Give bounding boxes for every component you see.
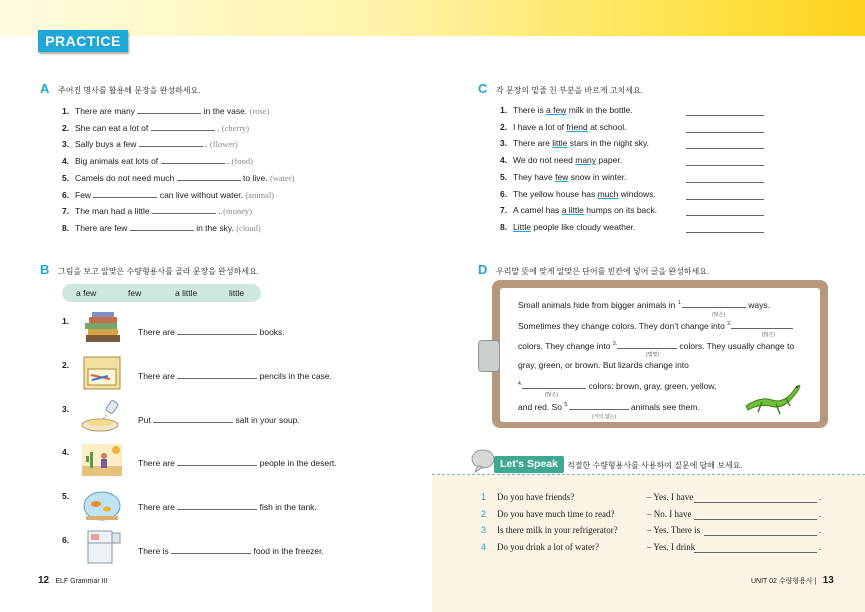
word-box xyxy=(62,284,261,302)
sentence-after: in the vase. xyxy=(203,106,248,116)
unit-title: UNIT 02 수량형용사 | xyxy=(751,578,817,585)
noun-hint: (cloud) xyxy=(236,222,261,233)
sentence-before: They have xyxy=(513,171,553,182)
item-number: 2. xyxy=(62,359,70,370)
noun-hint: (money) xyxy=(223,206,252,217)
noun-hint: (water) xyxy=(269,172,295,183)
answer-blank[interactable] xyxy=(686,107,764,116)
answer-blank[interactable] xyxy=(151,122,215,131)
question-text: Do you drink a lot of water? xyxy=(497,542,599,553)
sentence-before: There are xyxy=(138,502,175,513)
exercise-row xyxy=(138,457,337,471)
item-number: 6. xyxy=(62,535,70,545)
exercise-row xyxy=(500,189,656,203)
exercise-row xyxy=(138,326,285,340)
answer-blank[interactable] xyxy=(694,494,817,503)
section-b-letter: B xyxy=(40,262,50,277)
hint-korean-5: (거의 없는) xyxy=(592,414,617,420)
exercise-row xyxy=(62,122,249,136)
answer-blank[interactable] xyxy=(152,205,216,214)
item-number: 2. xyxy=(62,122,70,133)
question-number: 4 xyxy=(481,542,487,553)
item-number: 6. xyxy=(500,188,508,199)
underlined-target: many xyxy=(575,155,597,166)
passage-line-3: colors. They change into $^{3.}$ colors. They usually change to xyxy=(518,341,795,351)
answer-blank[interactable] xyxy=(686,140,764,149)
sentence-after: at school. xyxy=(590,121,627,132)
answer-blank[interactable] xyxy=(694,511,817,520)
item-number: 3. xyxy=(62,139,70,150)
exercise-row xyxy=(62,155,253,169)
answer-blank[interactable] xyxy=(704,527,817,536)
item-number: 1. xyxy=(62,106,70,116)
question-number: 2 xyxy=(481,508,487,519)
passage-blank-1[interactable] xyxy=(682,299,746,308)
fish-tank-illustration xyxy=(80,486,124,522)
item-number: 5. xyxy=(62,172,70,183)
exercise-row xyxy=(500,155,622,169)
speech-bubble-icon xyxy=(470,447,496,473)
answer-start: – Yes. There is xyxy=(647,525,701,536)
section-d-title: 우리말 뜻에 맞게 알맞은 단어를 빈칸에 넣어 글을 완성하세요. xyxy=(496,267,710,276)
answer-blank[interactable] xyxy=(137,105,201,114)
item-number: 4. xyxy=(62,156,70,167)
sentence-after: people like cloudy weather. xyxy=(533,221,636,232)
answer-blank[interactable] xyxy=(171,545,251,554)
question-number: 1 xyxy=(481,492,487,502)
item-number: 4. xyxy=(500,155,508,166)
exercise-row xyxy=(62,138,238,152)
hint-korean-3: (몇몇) xyxy=(646,352,659,358)
hint-korean-4: (많은) xyxy=(545,392,558,398)
passage-line-4: gray, green, or brown. But lizards change into xyxy=(518,360,689,370)
answer-blank[interactable] xyxy=(93,189,157,198)
item-number: 7. xyxy=(62,206,70,217)
sentence-before: There are xyxy=(138,458,175,469)
underlined-target: few xyxy=(555,171,569,182)
answer-blank[interactable] xyxy=(694,544,817,553)
sentence-after: food in the freezer. xyxy=(253,546,324,556)
sentence-before: There are xyxy=(513,138,550,149)
question-text: Do you have friends? xyxy=(497,492,575,502)
item-number: 5. xyxy=(62,491,70,502)
top-banner xyxy=(0,0,865,36)
noun-hint: (animal) xyxy=(245,189,275,200)
section-c-title: 각 문장의 밑줄 친 부분을 바르게 고치세요. xyxy=(496,86,643,95)
answer-blank[interactable] xyxy=(686,174,764,183)
exercise-row xyxy=(138,501,317,515)
sentence-after: to live. xyxy=(242,172,268,183)
exercise-row xyxy=(138,414,300,428)
sentence-before: Sally buys a few xyxy=(75,139,137,150)
sentence-after: salt in your soup. xyxy=(235,414,300,425)
underlined-target: little xyxy=(552,138,568,149)
answer-start: – No. I have xyxy=(647,508,692,519)
answer-end: . xyxy=(819,492,822,502)
word-option: a little xyxy=(175,288,198,298)
answer-blank[interactable] xyxy=(686,207,764,216)
underlined-target: a little xyxy=(561,205,584,216)
answer-end: . xyxy=(819,508,822,519)
word-option: little xyxy=(229,288,245,298)
section-c-letter: C xyxy=(478,81,488,96)
sentence-after: . xyxy=(226,156,230,167)
underlined-target: a few xyxy=(546,105,567,115)
lets-speak-title: 적절한 수량형용사를 사용하여 질문에 답해 보세요. xyxy=(567,461,743,470)
sentence-before: Camels do not need much xyxy=(75,172,175,183)
noun-hint: (food) xyxy=(231,156,253,167)
practice-badge: PRACTICE xyxy=(38,30,128,52)
sentence-after: in the sky. xyxy=(196,222,234,233)
word-option: few xyxy=(128,288,142,298)
sentence-before: There are few xyxy=(75,222,128,233)
answer-start: – Yes. I have xyxy=(647,492,694,502)
underlined-target: friend xyxy=(566,121,588,132)
sentence-after: . xyxy=(205,139,208,150)
passage-blank-4[interactable] xyxy=(522,380,586,389)
sentence-after: windows. xyxy=(620,188,656,199)
hint-korean-1: (많은) xyxy=(712,312,725,318)
sentence-after: stars in the night sky. xyxy=(569,138,649,149)
sentence-after: fish in the tank. xyxy=(259,502,317,513)
item-number: 2. xyxy=(500,121,508,132)
sentence-after: can live without water. xyxy=(159,189,243,200)
item-number: 1. xyxy=(62,316,70,326)
sentence-after: people in the desert. xyxy=(259,458,337,469)
item-number: 7. xyxy=(500,205,508,216)
footer-left xyxy=(38,575,107,586)
sentence-before: There are many xyxy=(75,106,135,116)
item-number: 3. xyxy=(62,403,70,414)
exercise-row xyxy=(62,172,294,186)
sentence-before: I have a lot of xyxy=(513,121,565,132)
exercise-row xyxy=(500,105,633,119)
sentence-before: There are xyxy=(138,327,175,337)
exercise-row xyxy=(138,545,324,559)
answer-blank[interactable] xyxy=(139,138,203,147)
question-number: 3 xyxy=(481,525,487,536)
hint-korean-2: (많은) xyxy=(762,332,775,338)
sentence-after: snow in winter. xyxy=(570,171,627,182)
question-text: Do you have much time to read? xyxy=(497,508,615,519)
passage-blank-2[interactable] xyxy=(731,320,793,329)
sentence-before: There are xyxy=(138,370,175,381)
exercise-row xyxy=(138,370,332,384)
book-title: ELF Grammar III xyxy=(55,578,108,585)
pencil-case-illustration xyxy=(80,355,124,391)
sentence-before: Big animals eat lots of xyxy=(75,156,159,167)
item-number: 6. xyxy=(62,189,70,200)
sentence-before: There is xyxy=(138,546,169,556)
underlined-target: Little xyxy=(513,221,531,232)
exercise-row xyxy=(62,189,274,203)
underlined-target: much xyxy=(597,188,619,199)
passage-line-6: and red. So $^{5.}$ animals see them. xyxy=(518,402,700,412)
noun-hint: (flower) xyxy=(209,139,238,150)
sentence-before: There is xyxy=(513,105,544,115)
salt-soup-illustration xyxy=(80,398,124,434)
answer-blank[interactable] xyxy=(177,370,257,379)
answer-blank[interactable] xyxy=(686,224,764,233)
answer-blank[interactable] xyxy=(177,172,241,181)
item-number: 5. xyxy=(500,171,508,182)
footer-right xyxy=(751,575,834,586)
answer-blank[interactable] xyxy=(153,414,233,423)
section-a-title: 주어진 명사를 활용해 문장을 완성하세요. xyxy=(58,86,201,95)
exercise-row xyxy=(500,205,657,219)
answer-end: . xyxy=(819,542,822,553)
sentence-before: Few xyxy=(75,189,92,200)
noun-hint: (cherry) xyxy=(221,122,250,133)
item-number: 3. xyxy=(500,138,508,149)
answer-blank[interactable] xyxy=(161,155,225,164)
lizard-illustration xyxy=(742,376,804,416)
sentence-after: milk in the bottle. xyxy=(568,105,633,115)
page-number-right: 13 xyxy=(822,575,834,586)
sentence-before: Put xyxy=(138,414,151,425)
passage-line-5: $^{4.}$ colors: brown, gray, green, yellow, xyxy=(518,381,717,391)
item-number: 8. xyxy=(500,221,508,232)
section-d-letter: D xyxy=(478,262,488,277)
sentence-after: . xyxy=(217,122,220,133)
clipboard-clip xyxy=(478,340,500,372)
noun-hint: (rose) xyxy=(249,106,270,116)
sentence-after: pencils in the case. xyxy=(259,370,332,381)
item-number: 1. xyxy=(500,105,508,115)
page-number-left: 12 xyxy=(38,575,50,586)
answer-blank[interactable] xyxy=(686,191,764,200)
exercise-row xyxy=(500,138,649,152)
sentence-before: The man had a little xyxy=(75,206,150,217)
answer-blank[interactable] xyxy=(177,501,257,510)
sentence-after: books. xyxy=(259,327,285,337)
passage-line-1: Small animals hide from bigger animals in $^{1.}$ ways. xyxy=(518,300,770,310)
books-illustration xyxy=(80,311,124,347)
lets-speak-tag: Let's Speak xyxy=(494,456,564,473)
exercise-row xyxy=(62,105,269,119)
exercise-row xyxy=(62,222,261,236)
sentence-after: . xyxy=(218,206,221,217)
exercise-row xyxy=(500,172,626,186)
exercise-row xyxy=(500,122,626,136)
answer-start: – Yes. I drink xyxy=(647,542,696,553)
sentence-before: She can eat a lot of xyxy=(75,122,149,133)
section-b-title: 그림을 보고 알맞은 수량형용사를 골라 문장을 완성하세요. xyxy=(58,267,260,276)
answer-blank[interactable] xyxy=(177,326,257,335)
lets-speak-divider xyxy=(432,474,865,475)
answer-blank[interactable] xyxy=(686,157,764,166)
desert-illustration xyxy=(80,442,124,478)
question-text: Is there milk in your refrigerator? xyxy=(497,525,618,536)
word-option: a few xyxy=(76,288,97,298)
sentence-before: A camel has xyxy=(513,205,560,216)
freezer-illustration xyxy=(80,529,124,565)
section-a-letter: A xyxy=(40,81,50,96)
sentence-after: paper. xyxy=(598,155,623,166)
passage-line-2: Sometimes they change colors. They don’t change into $^{2.}$ xyxy=(518,320,793,331)
answer-blank[interactable] xyxy=(177,457,257,466)
answer-blank[interactable] xyxy=(130,222,194,231)
exercise-row xyxy=(500,222,635,236)
exercise-row xyxy=(62,205,252,219)
sentence-after: humps on its back. xyxy=(586,205,658,216)
answer-blank[interactable] xyxy=(686,124,764,133)
passage-blank-5[interactable] xyxy=(569,401,629,410)
sentence-before: We do not need xyxy=(513,155,573,166)
item-number: 8. xyxy=(62,222,70,233)
sentence-before: The yellow house has xyxy=(513,188,596,199)
item-number: 4. xyxy=(62,447,70,458)
answer-end: . xyxy=(819,525,822,536)
passage-blank-3[interactable] xyxy=(617,340,677,349)
